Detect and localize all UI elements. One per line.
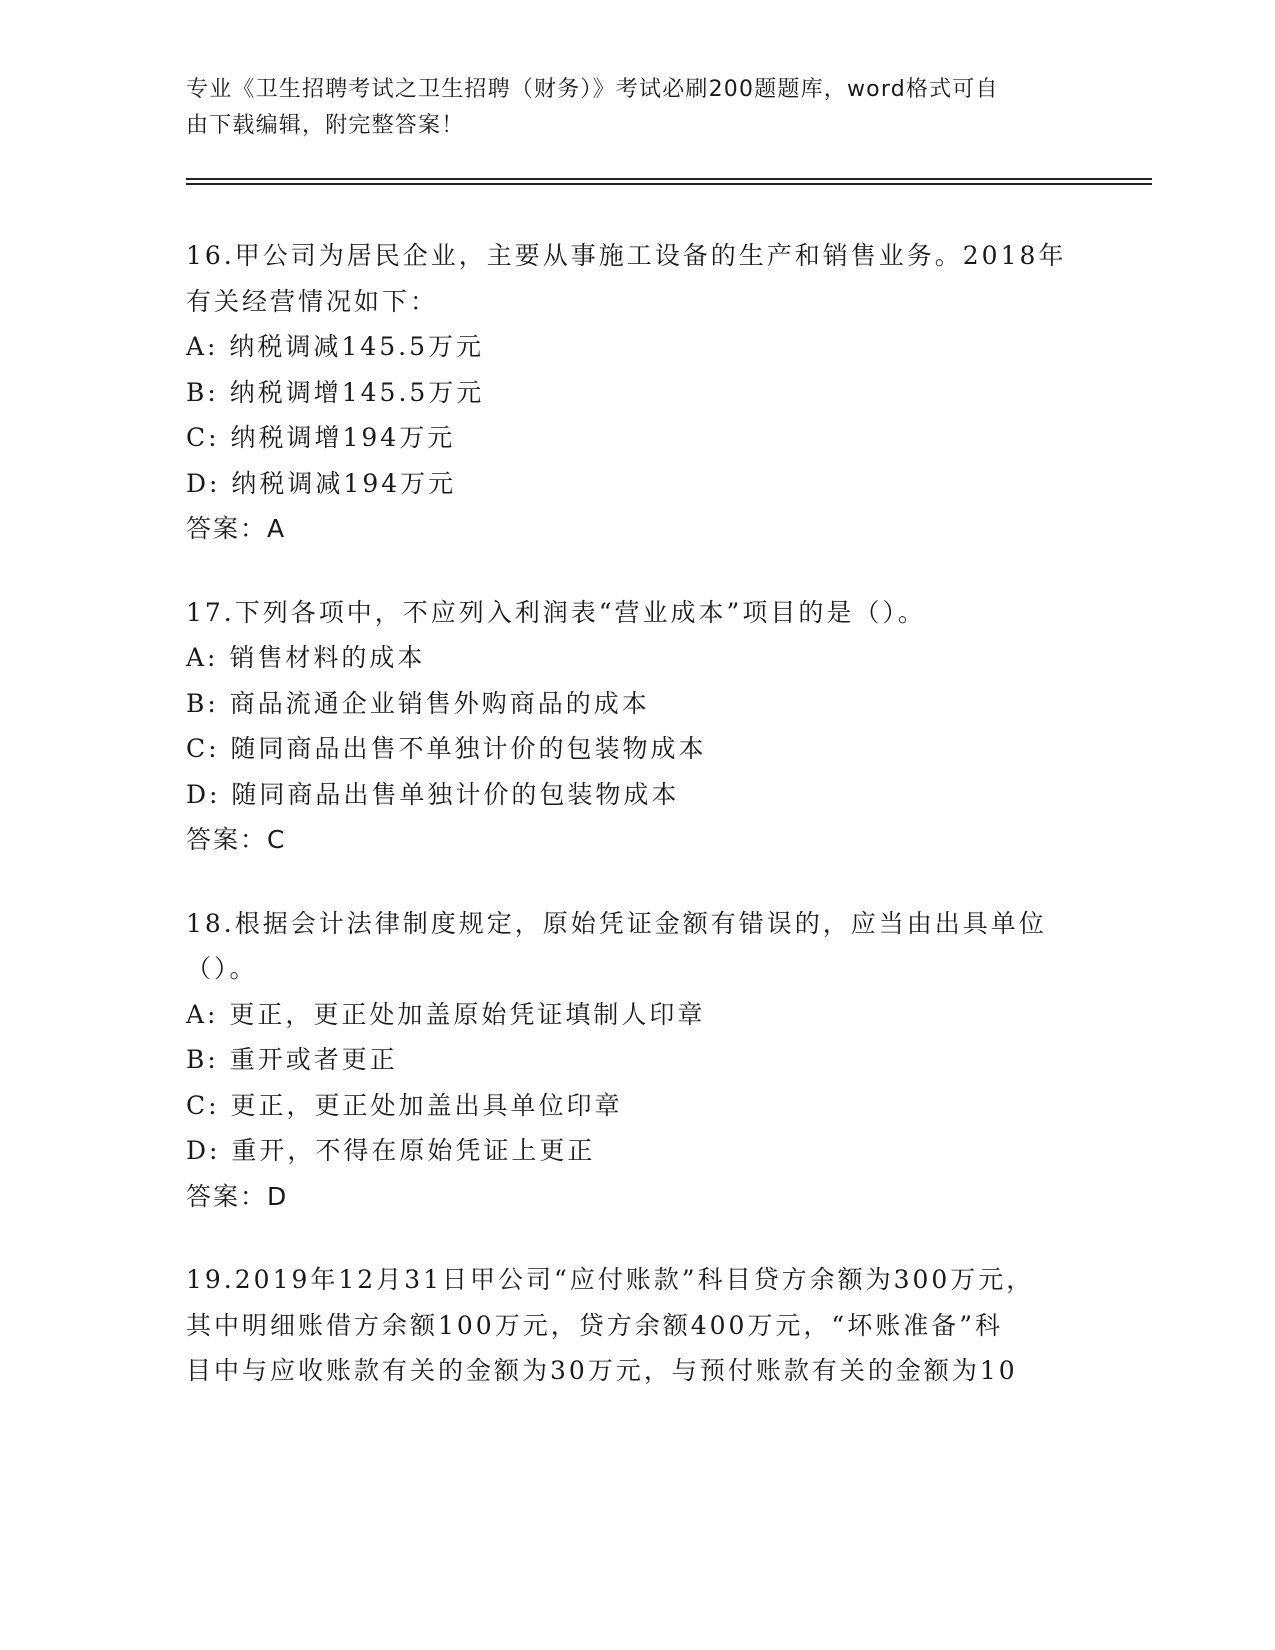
question-stem-line: 17.下列各项中，不应列入利润表“营业成本”项目的是（）。 <box>186 597 926 627</box>
option-d: D: 重开，不得在原始凭证上更正 <box>186 1136 596 1165</box>
document-header <box>186 72 1066 144</box>
question-stem-line: 16.甲公司为居民企业，主要从事施工设备的生产和销售业务。2018年 <box>186 241 1067 270</box>
question-17 <box>186 590 1086 863</box>
option-c: C: 随同商品出售不单独计价的包装物成本 <box>186 734 707 763</box>
question-stem-line: 18.根据会计法律制度规定，原始凭证金额有错误的，应当由出具单位 <box>186 908 1047 938</box>
option-b: B: 重开或者更正 <box>186 1045 398 1074</box>
question-stem-line: 目中与应收账款有关的金额为30万元，与预付账款有关的金额为10 <box>186 1356 1018 1385</box>
option-a: A: 更正，更正处加盖原始凭证填制人印章 <box>186 999 706 1029</box>
option-d: D: 纳税调减194万元 <box>186 468 457 498</box>
answer-label: 答案：A <box>186 514 287 543</box>
option-a: A: 纳税调减145.5万元 <box>186 332 484 361</box>
option-b: B: 纳税调增145.5万元 <box>186 377 485 407</box>
option-a: A: 销售材料的成本 <box>186 643 426 672</box>
header-line-1: 专业《卫生招聘考试之卫生招聘（财务）》考试必刷200题题库，word格式可自 <box>186 77 999 102</box>
answer-label: 答案：C <box>186 825 287 854</box>
question-stem-line: 19.2019年12月31日甲公司“应付账款”科目贷方余额为300万元， <box>186 1265 1035 1294</box>
question-stem-line: 其中明细账借方余额100万元，贷方余额400万元，“坏账准备”科 <box>186 1310 1003 1340</box>
question-list <box>186 233 1086 1432</box>
option-d: D: 随同商品出售单独计价的包装物成本 <box>186 779 680 809</box>
question-stem-line: 有关经营情况如下： <box>186 286 439 316</box>
question-18 <box>186 901 1086 1220</box>
header-line-2: 由下载编辑，附完整答案！ <box>186 113 465 138</box>
header-divider-top <box>186 178 1152 180</box>
option-b: B: 商品流通企业销售外购商品的成本 <box>186 688 650 718</box>
answer-label: 答案：D <box>186 1181 289 1211</box>
question-stem-line: （）。 <box>186 954 258 983</box>
header-divider-bottom <box>186 183 1152 185</box>
option-c: C: 更正，更正处加盖出具单位印章 <box>186 1090 623 1120</box>
question-19 <box>186 1257 1086 1394</box>
option-c: C: 纳税调增194万元 <box>186 423 456 452</box>
question-16 <box>186 233 1086 552</box>
